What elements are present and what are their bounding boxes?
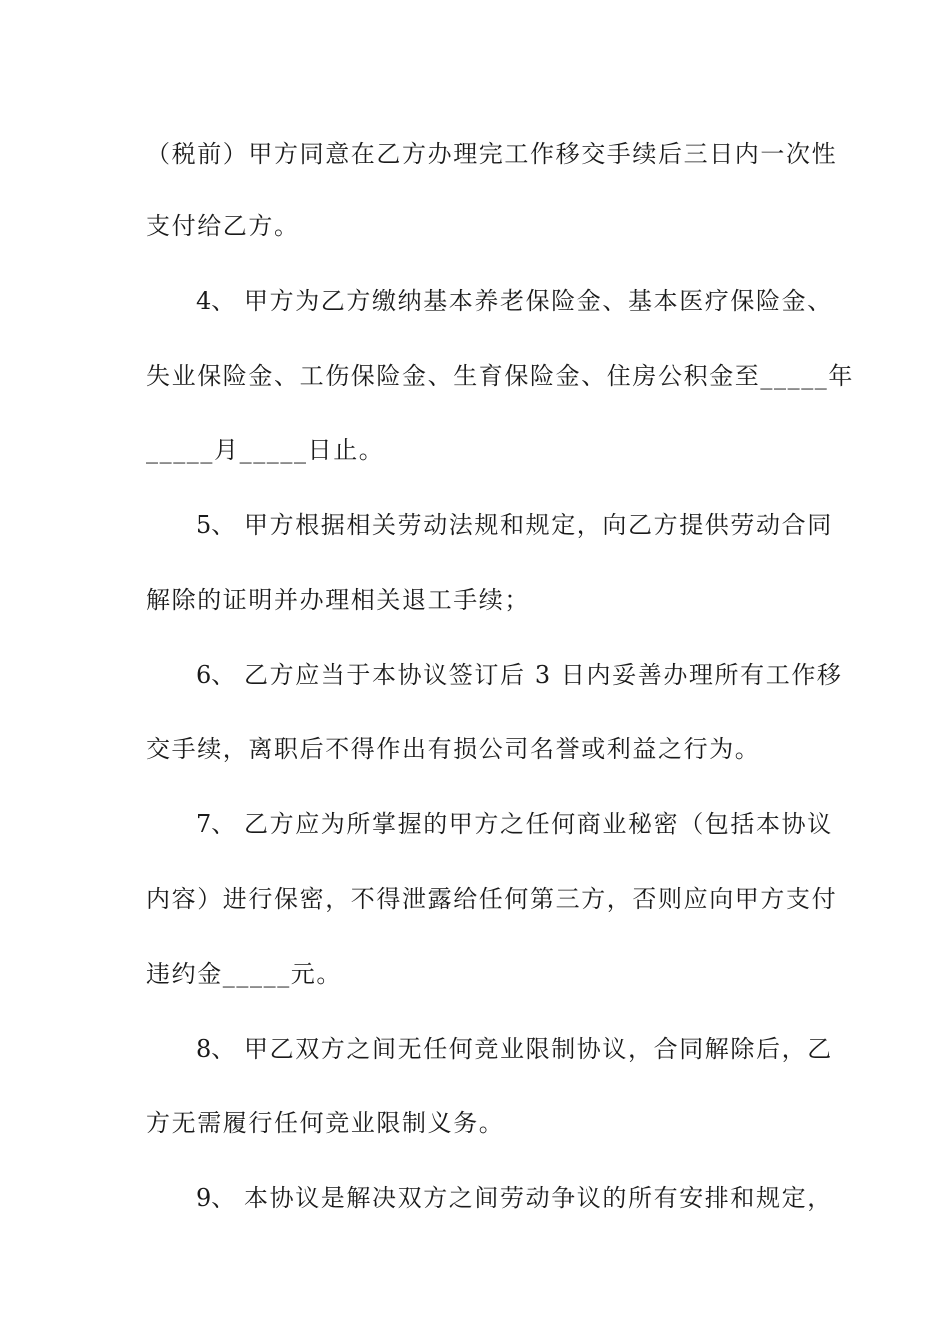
list-item-6-line (196, 659, 843, 691)
list-item-text: 甲方根据相关劳动法规和规定，向乙方提供劳动合同 (244, 511, 833, 539)
paragraph-line: 违约金_____元。 (146, 960, 342, 988)
list-number: 6、 (196, 661, 236, 689)
paragraph-line: 支付给乙方。 (146, 212, 300, 240)
list-item-4-line (196, 285, 833, 317)
list-item-text: 甲乙双方之间无任何竞业限制协议，合同解除后，乙 (244, 1035, 833, 1063)
list-item-text: 乙方应为所掌握的甲方之任何商业秘密（包括本协议 (244, 810, 833, 838)
paragraph-line: _____月_____日止。 (146, 436, 385, 464)
paragraph-line: 内容）进行保密，不得泄露给任何第三方，否则应向甲方支付 (146, 885, 838, 913)
list-number: 8、 (196, 1035, 236, 1063)
list-item-text: 乙方应当于本协议签订后 3 日内妥善办理所有工作移 (244, 661, 843, 689)
list-number: 4、 (196, 287, 236, 315)
paragraph-line: 失业保险金、工伤保险金、生育保险金、住房公积金至_____年 (146, 362, 854, 390)
list-number: 5、 (196, 511, 236, 539)
paragraph-line: 交手续，离职后不得作出有损公司名誉或利益之行为。 (146, 735, 761, 763)
list-item-9-line (196, 1182, 833, 1214)
paragraph-line: 方无需履行任何竞业限制义务。 (146, 1109, 505, 1137)
list-item-8-line (196, 1033, 833, 1065)
list-number: 9、 (196, 1184, 236, 1212)
paragraph-line: 解除的证明并办理相关退工手续； (146, 586, 530, 614)
list-item-text: 本协议是解决双方之间劳动争议的所有安排和规定， (244, 1184, 833, 1212)
paragraph-line: （税前）甲方同意在乙方办理完工作移交手续后三日内一次性 (146, 140, 838, 168)
list-item-7-line (196, 808, 833, 840)
list-item-text: 甲方为乙方缴纳基本养老保险金、基本医疗保险金、 (244, 287, 833, 315)
list-number: 7、 (196, 810, 236, 838)
list-item-5-line (196, 509, 833, 541)
